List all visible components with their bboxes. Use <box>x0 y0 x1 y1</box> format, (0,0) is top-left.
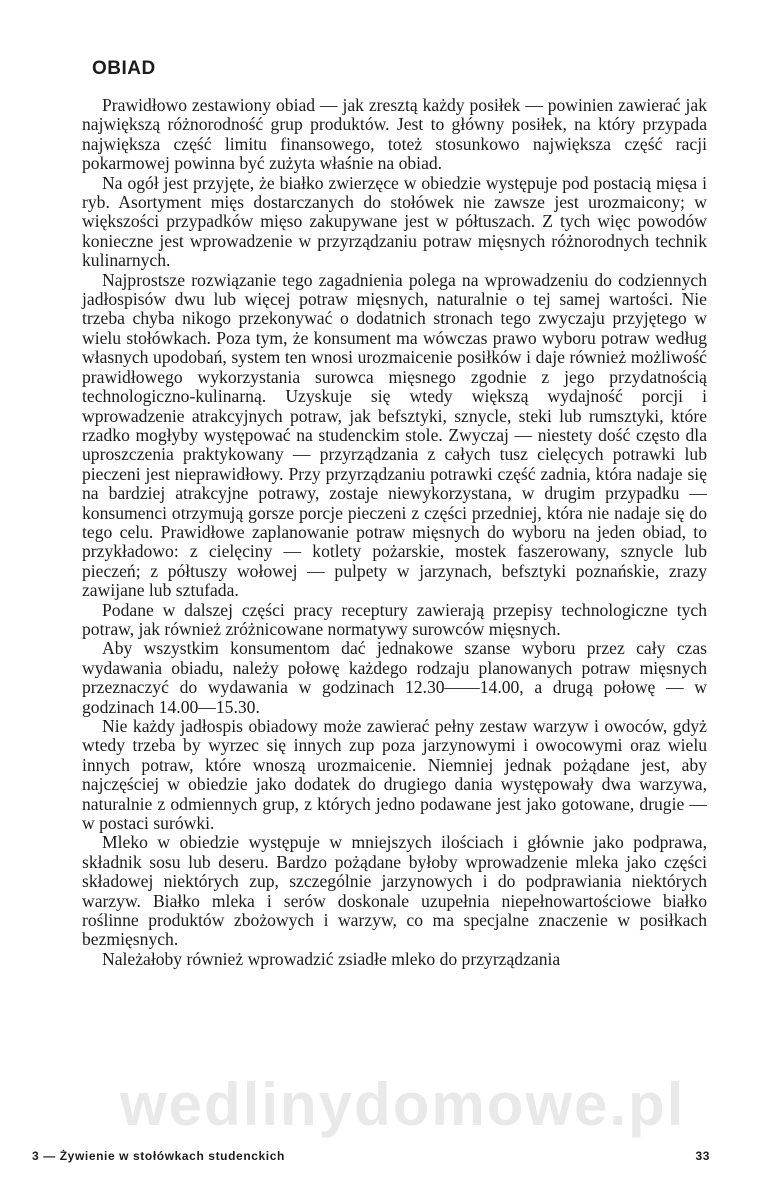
footer-note: 3 — Żywienie w stołówkach studenckich <box>32 1149 285 1163</box>
paragraph: Podane w dalszej części pracy receptury zawierają przepisy technologiczne tych potraw, jak również zróżnicowane normatywy surowców mięsnych. <box>82 599 707 639</box>
paragraph: Prawidłowo zestawiony obiad — jak zresztą każdy posiłek — powinien zawierać jak największą różnorodność grup produktów. Jest to główny posiłek, na który przypada największa część limitu finansowego, toteż stosunkowo największa część racji pokarmowej powinna być zużyta właśnie na obiad. <box>82 95 707 174</box>
paragraph: Aby wszystkim konsumentom dać jednakowe szanse wyboru przez cały czas wydawania obiadu, należy połowę każdego rodzaju planowanych potraw mięsnych przeznaczyć do wydawania w godzinach 12.30——14.00, a drugą połowę — w godzinach 14.00—15.30. <box>82 638 707 717</box>
paragraph: Należałoby również wprowadzić zsiadłe mleko do przyrządzania <box>102 948 561 969</box>
paragraph: Nie każdy jadłospis obiadowy może zawierać pełny zestaw warzyw i owoców, gdyż wtedy trzeba by wyrzec się innych zup poza jarzynowymi i owocowymi oraz wielu innych potraw, które wnoszą urozmaicenie. Niemniej jednak pożądane jest, aby najczęściej w obiedzie jako dodatek do drugiego dania występowały dwa warzywa, naturalnie z odmiennych grup, z których jedno podawane jest jako gotowane, drugie — w postaci surówki. <box>82 716 707 834</box>
paragraph: Mleko w obiedzie występuje w mniejszych ilościach i głównie jako podprawa, składnik sosu lub deseru. Bardzo pożądane byłoby wprowadzenie mleka jako części składowej niektórych zup, szczególnie jarzynowych i do podprawiania niektórych warzyw. Białko mleka i serów doskonale uzupełnia niepełnowartościowe białko roślinne produktów zbożowych i warzyw, co ma specjalne znaczenie w posiłkach bezmięsnych. <box>82 832 707 950</box>
paragraph: Najprostsze rozwiązanie tego zagadnienia polega na wprowadzeniu do codziennych jadłospisów dwu lub więcej potraw mięsnych, naturalnie o tej samej wartości. Nie trzeba chyba nikogo przekonywać o dodatnich stronach tego zwyczaju przyjętego w wielu stołówkach. Poza tym, że konsument ma wówczas prawo wyboru potraw według własnych upodobań, system ten wnosi urozmaicenie posiłków i daje również możliwość prawidłowego wykorzystania surowca mięsnego zgodnie z jego przydatnością technologiczno-kulinarną. Uzyskuje się wtedy większą wydajność porcji i wprowadzenie atrakcyjnych potraw, jak befsztyki, sznycle, steki lub rumsztyki, które rzadko mogłyby występować na studenckim stole. Zwyczaj — niestety dość często dla uproszczenia praktykowany — przyrządzania z całych tusz cielęcych potrawki lub pieczeni jest nieprawidłowy. Przy przyrządzaniu potrawki część zadnia, która nadaje się na bardziej atrakcyjne potrawy, zostaje niewykorzystana, w drugim przypadku — konsumenci otrzymują gorsze porcje pieczeni z części przedniej, która nie nadaje się do tego celu. Prawidłowe zaplanowanie potraw mięsnych do wyboru na jeden obiad, to przykładowo: z cielęciny — kotlety pożarskie, mostek faszerowany, sznycle lub pieczeń; z półtuszy wołowej — pulpety w jarzynach, befsztyki poznańskie, zrazy zawijane lub sztufada. <box>82 269 707 601</box>
watermark: wedlinydomowe.pl <box>120 1071 686 1138</box>
page-number: 33 <box>695 1149 710 1163</box>
section-heading: OBIAD <box>92 58 156 79</box>
paragraph: Na ogół jest przyjęte, że białko zwierzęce w obiedzie występuje pod postacią mięsa i ryb. Asortyment mięs dostarczanych do stołówek nie zawsze jest urozmaicony; w większości przypadków mięso zakupywane jest w półtuszach. Z tych więc powodów konieczne jest wprowadzenie w przyrządzaniu potraw mięsnych różnorodnych technik kulinarnych. <box>82 172 707 271</box>
text-column <box>82 58 707 969</box>
